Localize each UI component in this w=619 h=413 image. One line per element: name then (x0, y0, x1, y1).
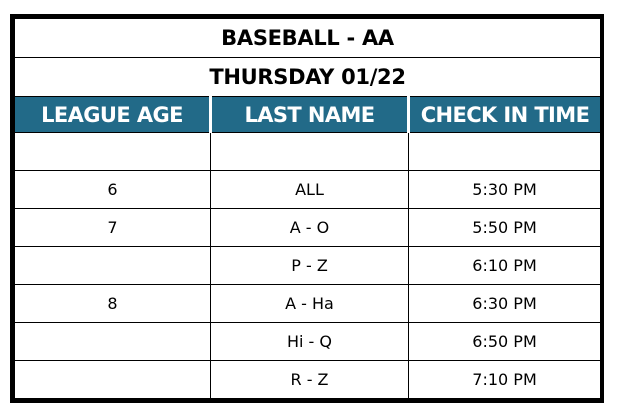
header-check-in-time: CHECK IN TIME (409, 97, 601, 133)
league-age-cell (15, 247, 211, 285)
league-age-cell (15, 323, 211, 361)
table-row (15, 209, 601, 247)
last-name-cell: A - O (211, 209, 409, 247)
table-row (15, 361, 601, 399)
date-row (15, 58, 601, 97)
table-row (15, 133, 601, 171)
check-in-schedule-table (14, 18, 601, 399)
schedule-date: THURSDAY 01/22 (15, 58, 601, 97)
league-age-cell: 7 (15, 209, 211, 247)
header-league-age: LEAGUE AGE (15, 97, 211, 133)
last-name-cell: A - Ha (211, 285, 409, 323)
table-row (15, 285, 601, 323)
check-in-time-cell: 7:10 PM (409, 361, 601, 399)
last-name-cell: R - Z (211, 361, 409, 399)
check-in-time-cell (409, 133, 601, 171)
check-in-time-cell: 5:50 PM (409, 209, 601, 247)
header-last-name: LAST NAME (211, 97, 409, 133)
last-name-cell: P - Z (211, 247, 409, 285)
check-in-time-cell: 6:10 PM (409, 247, 601, 285)
schedule-sheet (10, 14, 604, 403)
column-header-row (15, 97, 601, 133)
table-row (15, 171, 601, 209)
schedule-title: BASEBALL - AA (15, 19, 601, 58)
league-age-cell: 8 (15, 285, 211, 323)
last-name-cell: ALL (211, 171, 409, 209)
check-in-time-cell: 5:30 PM (409, 171, 601, 209)
last-name-cell: Hi - Q (211, 323, 409, 361)
league-age-cell: 6 (15, 171, 211, 209)
last-name-cell (211, 133, 409, 171)
league-age-cell (15, 133, 211, 171)
check-in-time-cell: 6:30 PM (409, 285, 601, 323)
table-row (15, 247, 601, 285)
title-row (15, 19, 601, 58)
table-row (15, 323, 601, 361)
league-age-cell (15, 361, 211, 399)
check-in-time-cell: 6:50 PM (409, 323, 601, 361)
